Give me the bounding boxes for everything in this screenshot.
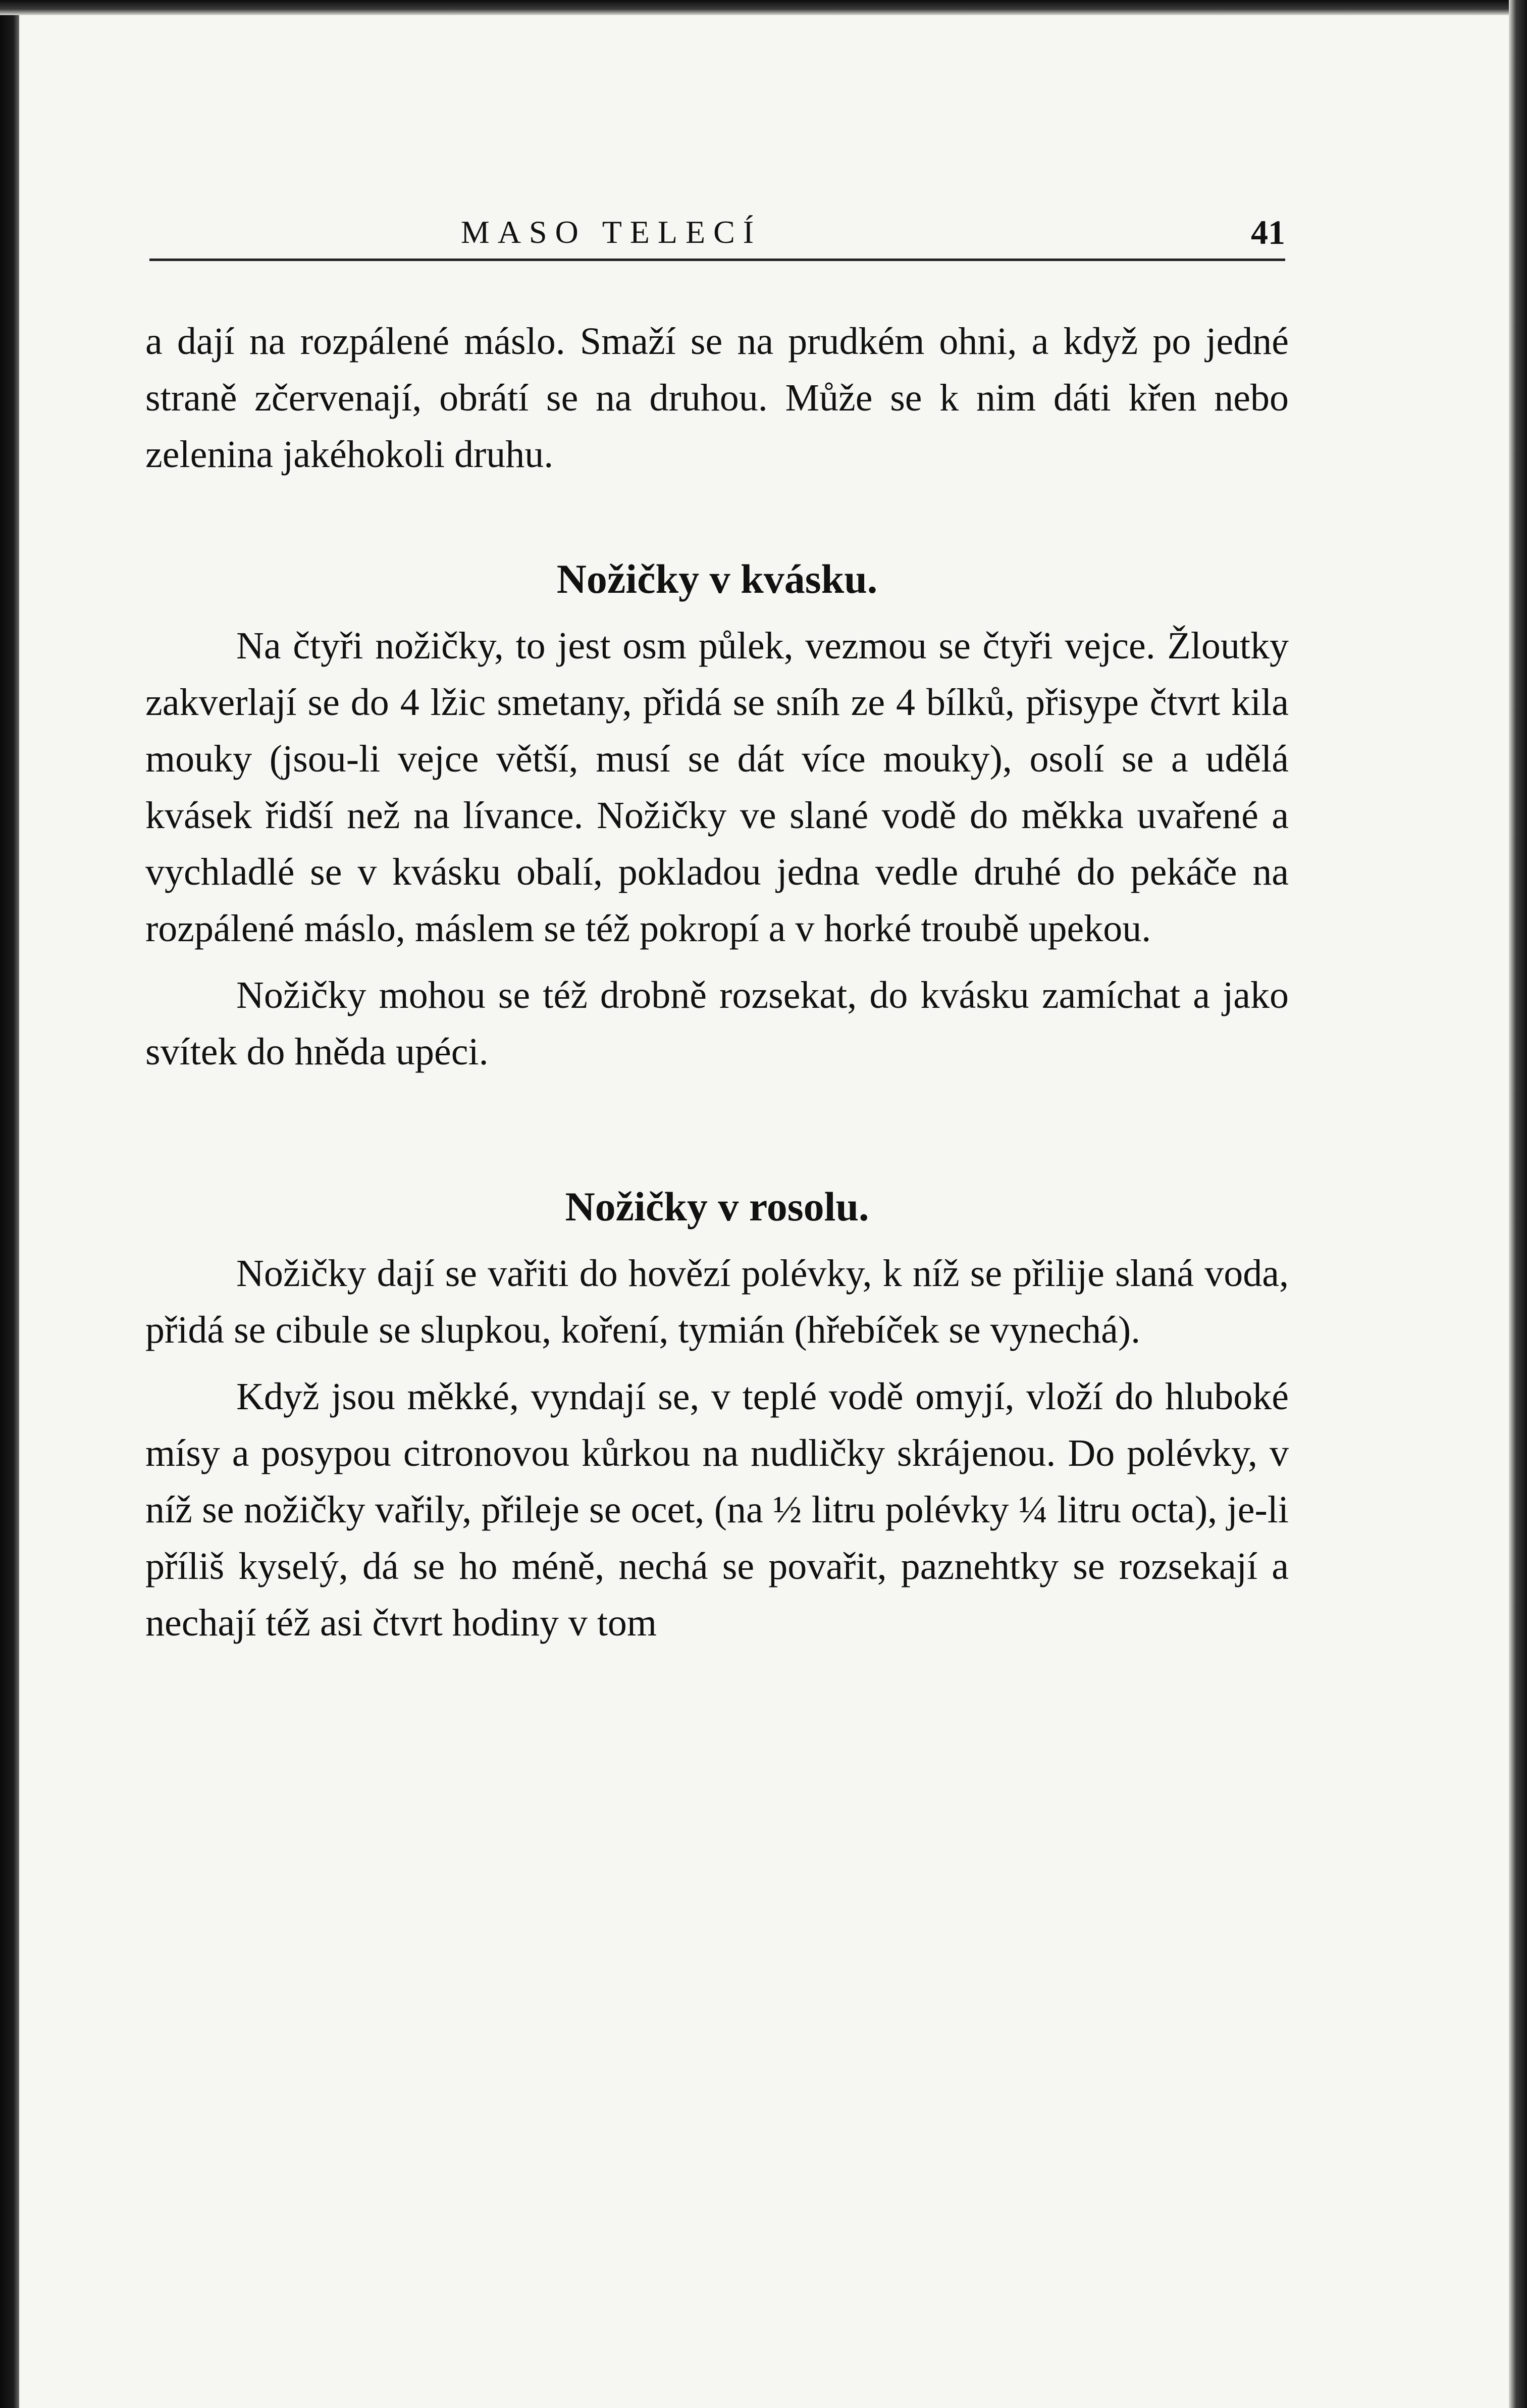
- paragraph: Nožičky dají se vařiti do hovězí polévky, k níž se přilije slaná voda, přidá se cibule se slupkou, koření, tymián (hřebíček se vynechá).: [145, 1252, 1289, 1351]
- page-header: [149, 204, 1285, 260]
- paragraph: Na čtyři nožičky, to jest osm půlek, vezmou se čtyři vejce. Žloutky zakverlají se do 4 lžic smetany, přidá se sníh ze 4 bílků, přisype čtvrt kila mouky (jsou-li vejce větší, musí se dát více mouky), osolí se a udělá kvásek řidší než na lívance. Nožičky ve slané vodě do měkka uvařené a vychladlé se v kvásku obalí, pokladou jedna vedle druhé do pekáče na rozpálené máslo, máslem se též pokropí a v horké troubě upekou.: [145, 625, 1289, 950]
- page-body: [145, 313, 1289, 1651]
- paragraph: Když jsou měkké, vyndají se, v teplé vodě omyjí, vloží do hluboké mísy a posypou citronovou kůrkou na nudličky skrájenou. Do polévky, v níž se nožičky vařily, přileje se ocet, (na ½ litru polévky ¼ litru octa), je-li příliš kyselý, dá se ho méně, nechá se povařit, paznehtky se rozsekají a nechají též asi čtvrt hodiny v tom: [145, 1375, 1289, 1644]
- running-title: MASO TELECÍ: [460, 214, 762, 250]
- scan-right-edge: [1509, 0, 1527, 2408]
- section-heading: Nožičky v rosolu.: [565, 1184, 869, 1229]
- paragraph: Nožičky mohou se též drobně rozsekat, do kvásku zamíchat a jako svítek do hněda upéci.: [145, 974, 1289, 1073]
- scan-left-edge: [0, 0, 19, 2408]
- header-rule: [149, 259, 1285, 261]
- paragraph-continuation: a dají na rozpálené máslo. Smaží se na prudkém ohni, a když po jedné straně zčervenají, obrátí se na druhou. Může se k nim dáti křen nebo zelenina jakéhokoli druhu.: [145, 320, 1289, 476]
- scan-top-edge: [0, 0, 1527, 15]
- section-heading: Nožičky v kvásku.: [556, 556, 878, 602]
- page-number: 41: [1251, 213, 1285, 251]
